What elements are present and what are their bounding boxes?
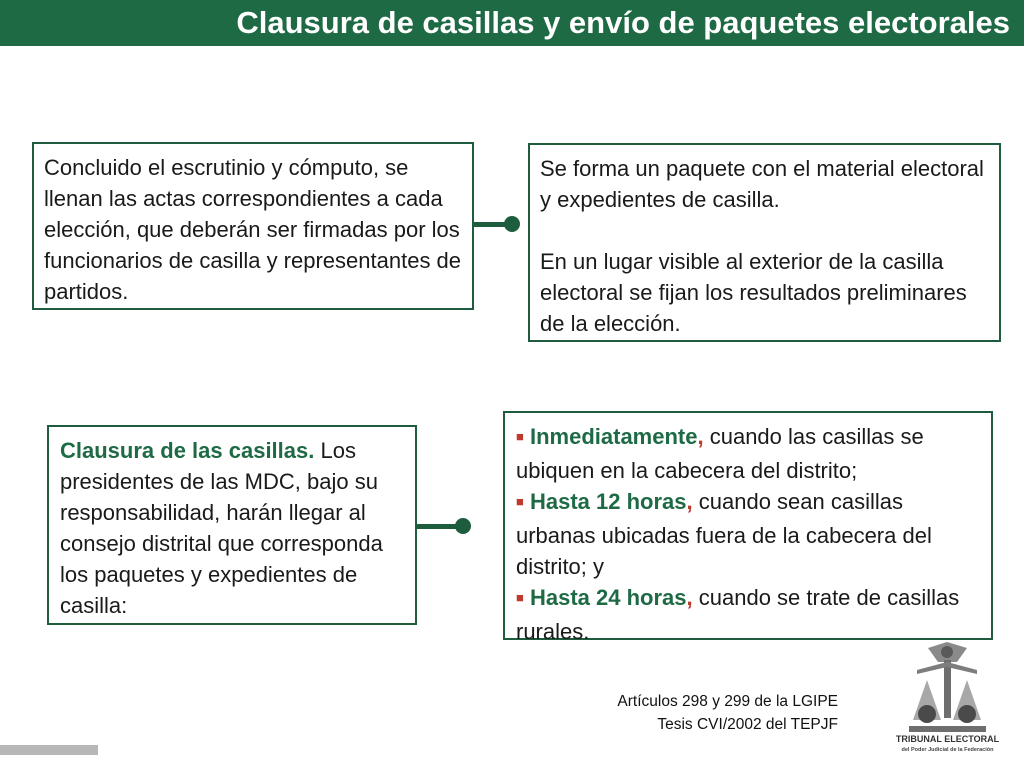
references (617, 690, 838, 736)
closure-heading: Clausura de las casillas. (60, 438, 315, 463)
logo-title: TRIBUNAL ELECTORAL (895, 734, 1000, 744)
logo-subtitle: del Poder Judicial de la Federación (901, 747, 994, 753)
list-item: ■ Hasta 12 horas, cuando sean casillas urbanas ubicadas fuera de la cabecera del distrito; y (516, 489, 932, 579)
closure-text: Los presidentes de las MDC, bajo su responsabilidad, harán llegar al consejo distrital que corresponda los paquetes y expedientes de casilla: (60, 438, 383, 618)
connector-dot (504, 216, 520, 232)
reference-line: Tesis CVI/2002 del TEPJF (657, 716, 838, 733)
page-title: Clausura de casillas y envío de paquetes electorales (236, 5, 1010, 40)
square-bullet-icon: ■ (516, 429, 524, 444)
step-box-closure (47, 425, 417, 625)
step-text: Concluido el escrutinio y cómputo, se llenan las actas correspondientes a cada elección, que deberán ser firmadas por los funcionarios de casilla y representantes de partidos. (44, 155, 462, 304)
step-text: Se forma un paquete con el material electoral y expedientes de casilla. (540, 156, 984, 212)
reference-line: Artículos 298 y 299 de la LGIPE (617, 693, 838, 710)
list-item: ■ Inmediatamente, cuando las casillas se ubiquen en la cabecera del distrito; (516, 424, 924, 483)
tribunal-logo (895, 640, 1000, 762)
list-item: ■ Hasta 24 horas, cuando se trate de casillas rurales. (516, 585, 960, 644)
scales-of-justice-icon (895, 640, 1000, 734)
footer-bar (0, 745, 98, 755)
step-text: En un lugar visible al exterior de la casilla electoral se fijan los resultados preliminares de la elección. (540, 249, 967, 336)
deadline-list-box (503, 411, 993, 644)
connector-dot (455, 518, 471, 534)
square-bullet-icon: ■ (516, 494, 524, 509)
step-box-package (528, 143, 1001, 342)
title-bar (0, 0, 1024, 46)
step-box-conclusion (32, 142, 474, 310)
square-bullet-icon: ■ (516, 590, 524, 605)
